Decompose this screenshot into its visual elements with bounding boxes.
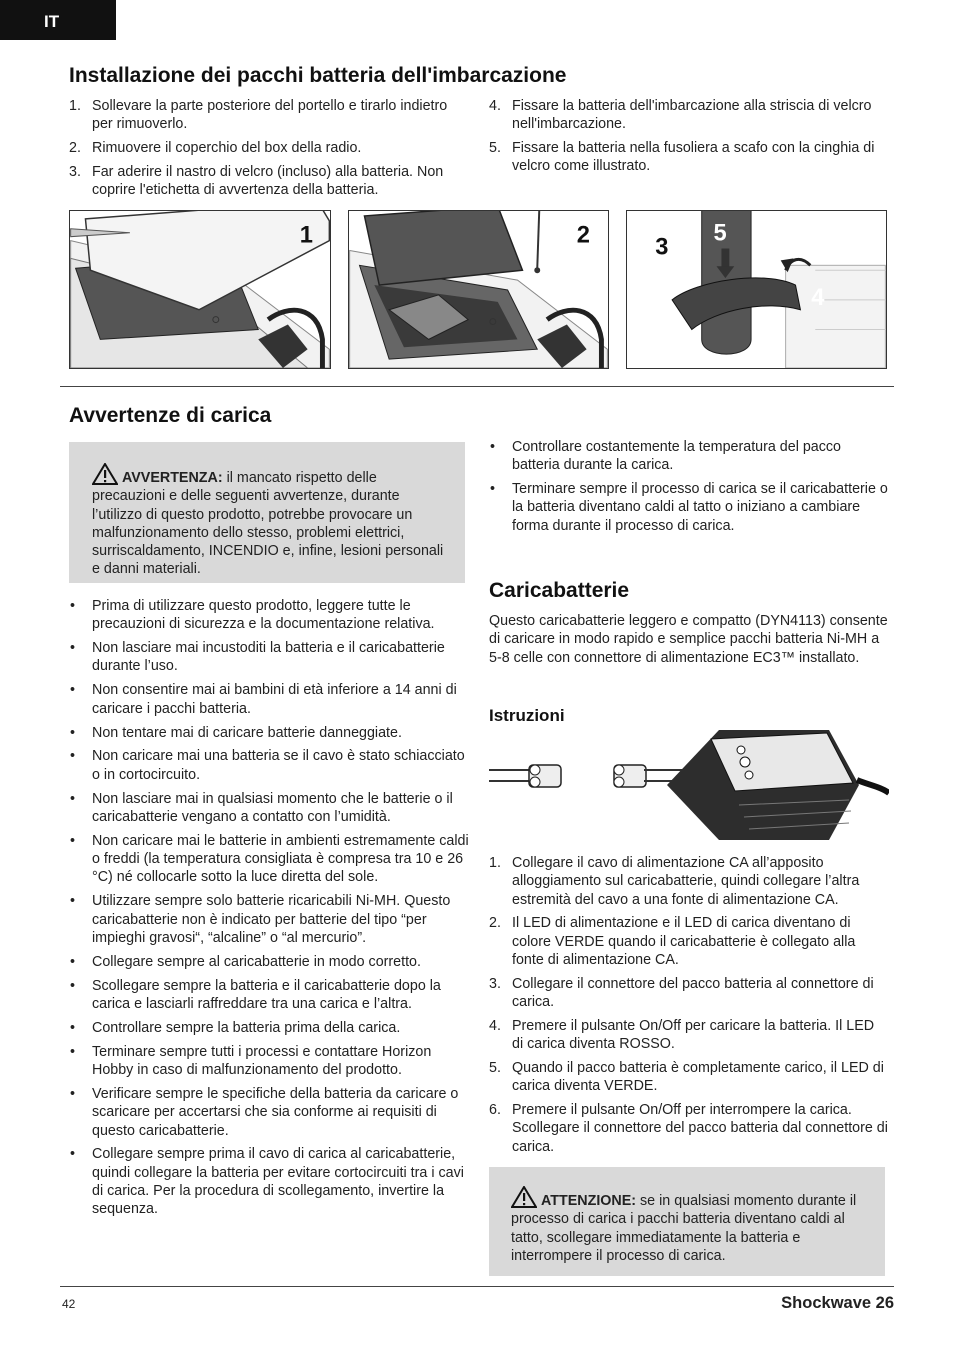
list-item: 3. Far aderire il nastro di velcro (incluso) alla batteria. Non coprire l'etichetta di avvertenza della batteria. [69,163,444,199]
charger-illustration [489,725,889,843]
warning-text: il mancato rispetto delle precauzioni e delle seguenti avvertenze, durante l’utilizzo di questo prodotto, potrebbe provocare un malfunzionamento dello stesso, problemi elettrici, surriscaldamento, INCENDIO e, infine, lesioni personali e danni materiali. [92,470,444,578]
list-item: • Non lasciare mai incustoditi la batteria e il caricabatterie durante l’uso. [70,640,445,675]
figure-3-velcro-strap [626,210,887,369]
figure-number: 1 [299,222,313,249]
callout-5: 5 [713,220,727,247]
hatch-illustration [70,211,330,368]
page-number: 42 [62,1297,76,1311]
list-item: • Non tentare mai di caricare batterie danneggiate. [70,724,402,741]
list-item: • Controllare costantemente la temperatura del pacco batteria durante la carica. [490,439,842,474]
figure-number: 2 [576,222,590,249]
radio-box-illustration [349,211,608,368]
install-steps-left [69,97,449,205]
list-item: • Scollegare sempre la batteria e il caricabatterie dopo la carica e lasciarli raffreddare tra una carica e l’altra. [70,977,441,1012]
callout-4: 4 [811,284,825,311]
product-name: Shockwave 26 [781,1294,894,1312]
charging-warnings-title: Avvertenze di carica [69,404,272,427]
list-item: • Terminare sempre tutti i processi e contattare Horizon Hobby in caso di malfunzionamento del prodotto. [70,1043,432,1079]
install-title: Installazione dei pacchi batteria dell'imbarcazione [69,64,567,87]
list-item: • Collegare sempre prima il cavo di carica al caricabatterie, quindi collegare la batteria per evitare cortocircuiti tra i cavi di carica. Per la procedura di scollegamento, invertire la sequenza. [70,1146,464,1218]
figure-1-hatch-removal [69,210,331,369]
list-item: 1. Sollevare la parte posteriore del portello e tirarlo indietro per rimuoverlo. [69,98,448,133]
list-item: 4. Fissare la batteria dell'imbarcazione alla striscia di velcro nell'imbarcazione. [489,98,872,133]
list-item: 5. Fissare la batteria nella fusoliera a scafo con la cinghia di velcro come illustrato. [489,140,875,175]
list-item: • Terminare sempre il processo di carica se il caricabatterie o la batteria diventano caldi al tatto o iniziano a cambiare forma durante il processo di carica. [490,481,888,534]
list-item: • Utilizzare sempre solo batterie ricaricabili Ni-MH. Questo caricabatterie non è indicato per batterie del tipo “per impieghi gravosi“, “alcaline” o “al mercurio”. [70,893,451,946]
list-item: • Collegare sempre al caricabatterie in modo corretto. [70,953,421,970]
language-tab: IT [0,0,116,40]
attention-box [489,1167,885,1276]
callout-3: 3 [655,234,669,261]
list-item: 6. Premere il pulsante On/Off per interrompere la carica. Scollegare il connettore del pacco batteria dal connettore di carica. [489,1102,888,1155]
charger-intro: Questo caricabatterie leggero e compatto (DYN4113) consente di caricare in modo rapido e semplice pacchi batteria Ni-MH a 5-8 celle con connettore di alimentazione EC3™ installato. [489,613,888,666]
list-item: 2. Rimuovere il coperchio del box della radio. [69,140,362,157]
charger-drawing [489,725,889,843]
warning-triangle-icon [92,463,118,485]
footer-divider [60,1286,894,1287]
charging-bullets-right [489,438,889,541]
charger-title: Caricabatterie [489,579,630,602]
attention-text: se in qualsiasi momento durante il processo di carica i pacchi batteria diventano caldi al tatto, scollegare immediatamente la batteria e interrompere il processo di carica. [511,1193,857,1264]
list-item: • Prima di utilizzare questo prodotto, leggere tutte le precauzioni di sicurezza e la documentazione relativa. [70,598,435,633]
attention-label: ATTENZIONE: [541,1193,637,1209]
section-divider [60,386,894,387]
list-item: 2. Il LED di alimentazione e il LED di carica diventano di colore VERDE quando il caricabatterie è collegato alla fonte di alimentazione CA. [489,915,856,968]
instructions-title: Istruzioni [489,706,565,725]
list-item: • Verificare sempre le specifiche della batteria da caricare o scaricare per accertarsi che sia conforme ai requisiti di questo caricabatterie. [70,1085,459,1139]
warning-box [69,442,465,583]
list-item: • Non consentire mai ai bambini di età inferiore a 14 anni di caricare i pacchi batteria. [70,682,457,717]
list-item: 3. Collegare il connettore del pacco batteria al connettore di carica. [489,975,874,1011]
figure-2-radio-box [348,210,609,369]
list-item: • Controllare sempre la batteria prima della carica. [70,1019,401,1036]
install-steps-right [489,97,889,181]
charger-steps [489,854,889,1161]
warning-label: AVVERTENZA: [122,470,223,486]
warning-triangle-icon [511,1186,537,1208]
list-item: 5. Quando il pacco batteria è completamente carico, il LED di carica diventa VERDE. [489,1059,884,1095]
list-item: • Non caricare mai una batteria se il cavo è stato schiacciato o in cortocircuito. [70,748,465,783]
list-item: • Non lasciare mai in qualsiasi momento che le batterie o il caricabatterie vengano a contatto con l’umidità. [70,790,453,825]
list-item: 4. Premere il pulsante On/Off per caricare la batteria. Il LED di carica diventa ROSSO. [489,1017,875,1053]
charging-bullets-left [69,597,469,1224]
list-item: • Non caricare mai le batterie in ambienti estremamente caldi o freddi (la temperatura consigliata è compresa tra 10 e 26 °C) né collocarle sotto la luce diretta del sole. [70,832,469,886]
strap-illustration [627,211,886,368]
list-item: 1. Collegare il cavo di alimentazione CA all’apposito alloggiamento sul caricabatterie, quindi collegare l’altra estremità del cavo a una fonte di alimentazione CA. [489,855,860,908]
